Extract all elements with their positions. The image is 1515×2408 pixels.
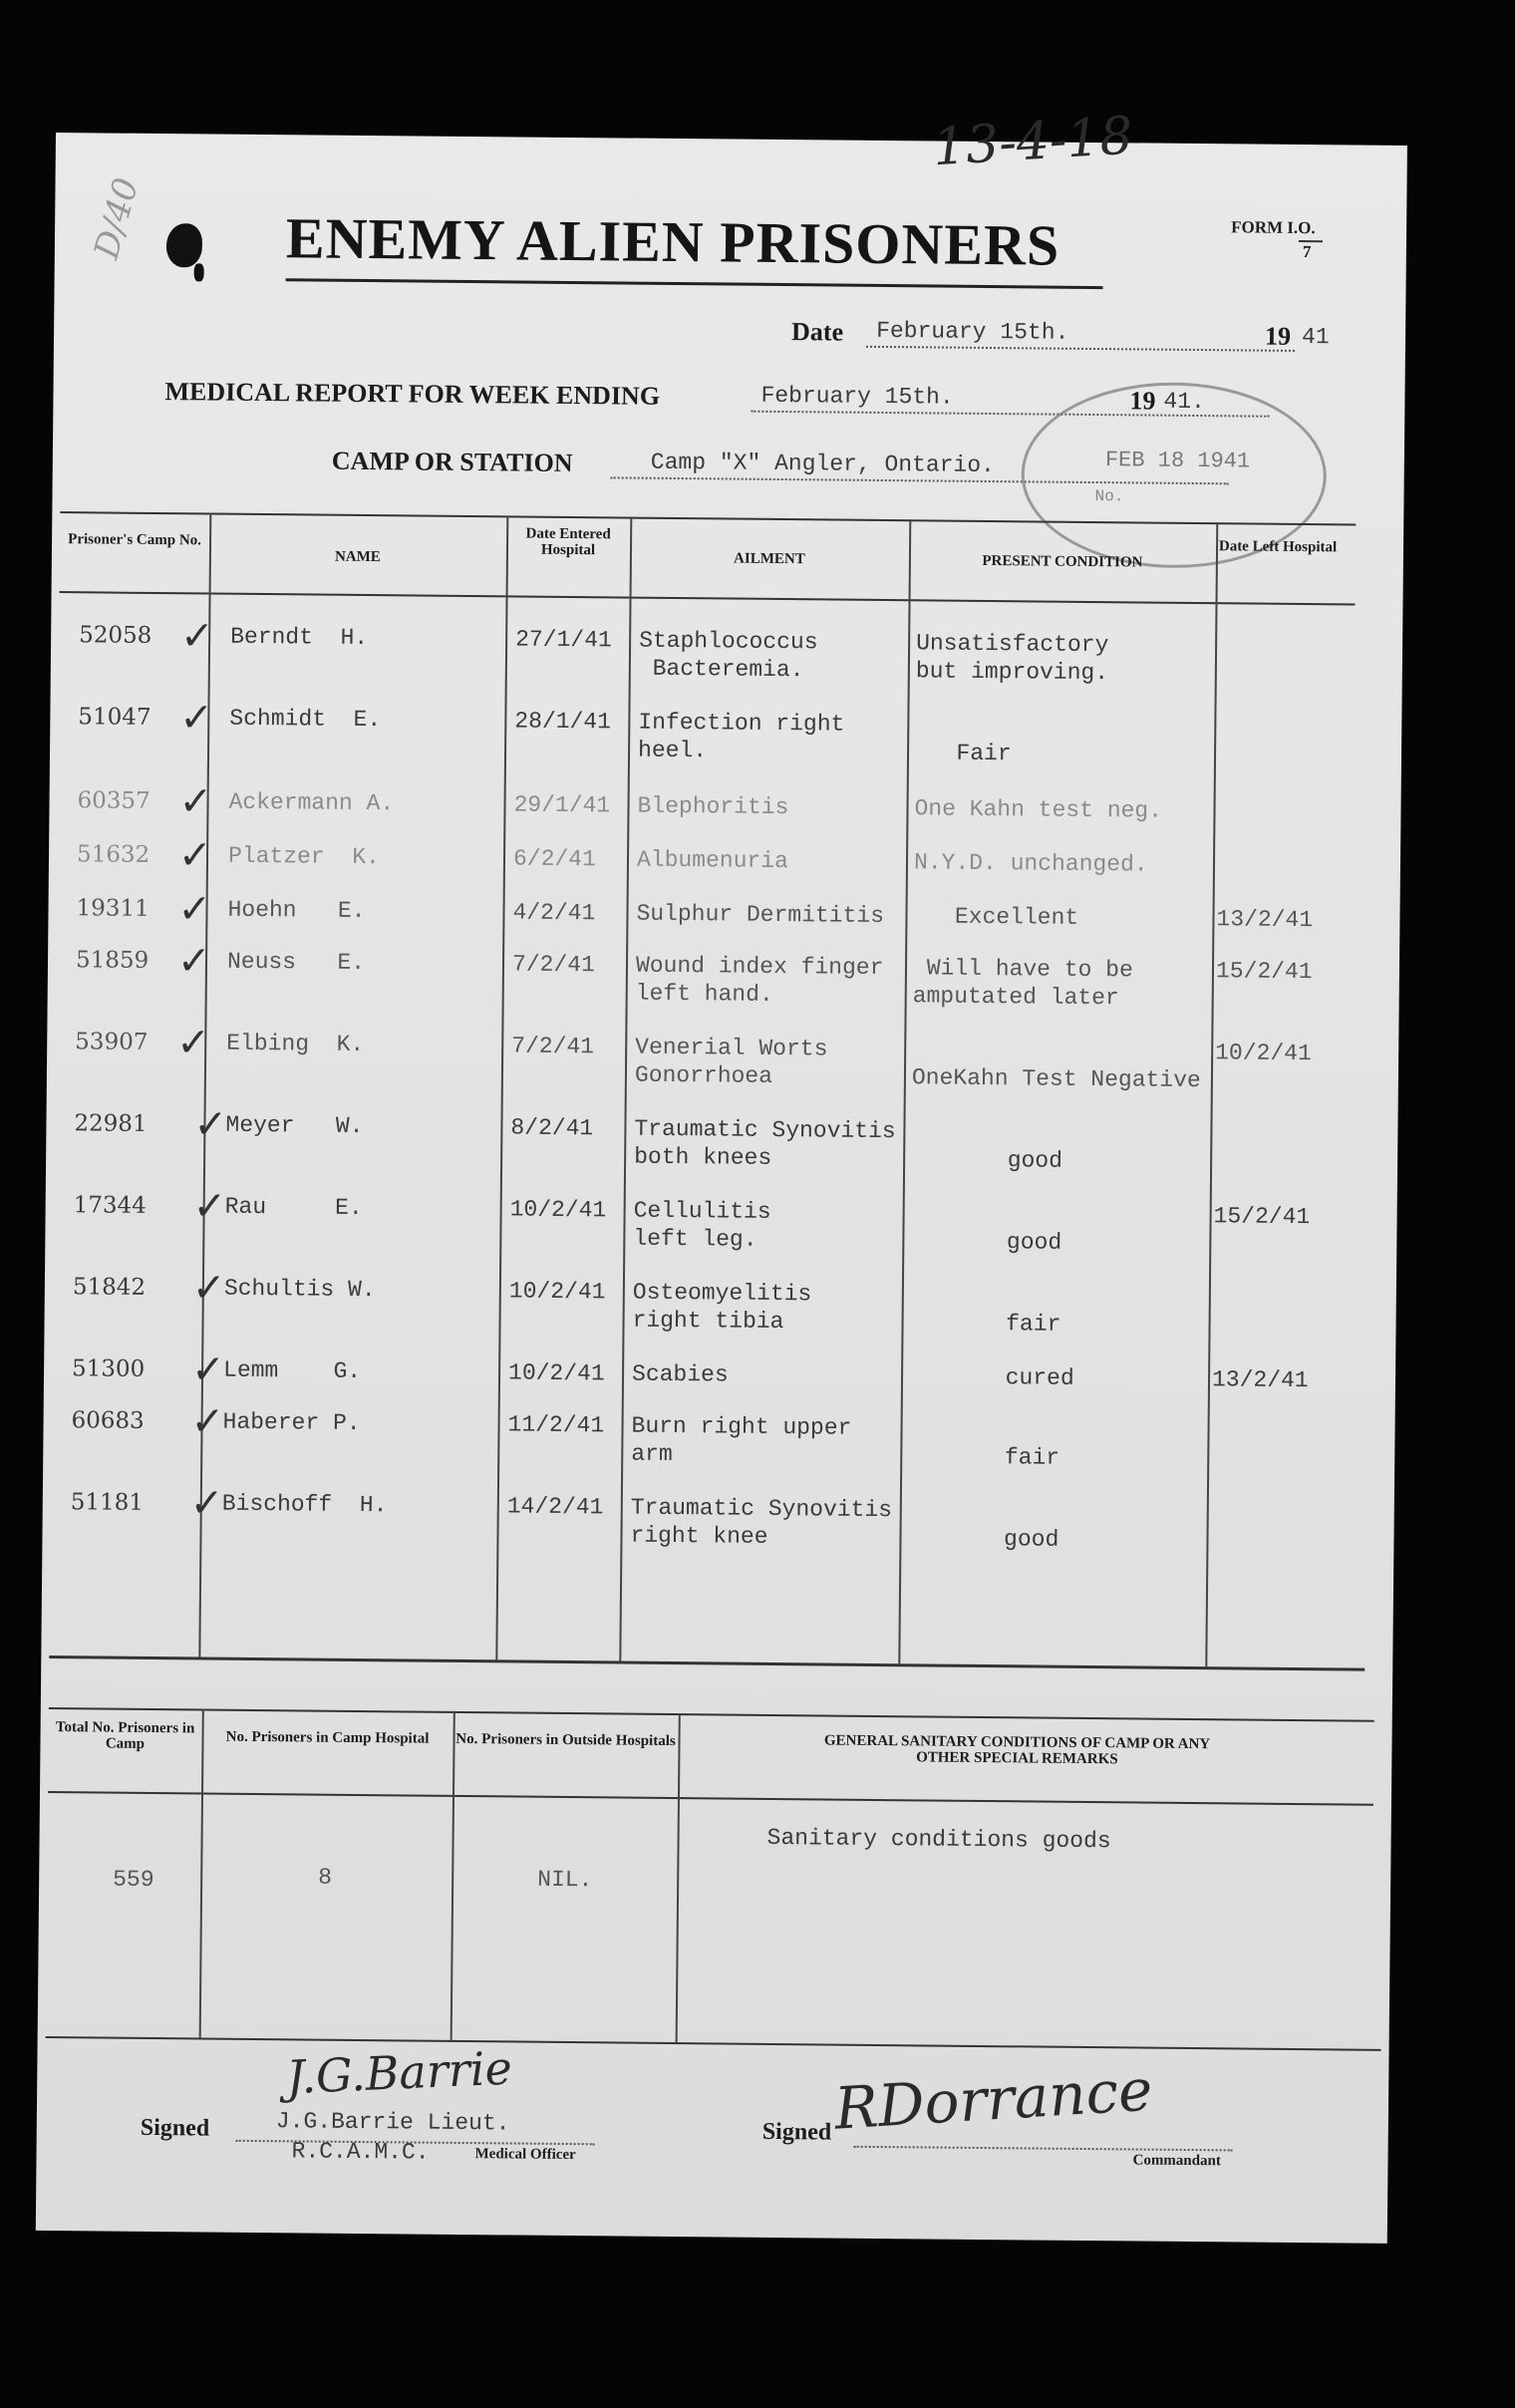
stamp-no-label: No.	[1094, 487, 1124, 506]
row-date-entered: 6/2/41	[512, 845, 596, 873]
row-ailment: Cellulitis left leg.	[633, 1197, 771, 1253]
camp-label: CAMP OR STATION	[331, 446, 573, 477]
row-camp-no: 22981	[74, 1110, 148, 1137]
commandant-signed-label: Signed	[761, 2118, 832, 2146]
row-date-entered: 4/2/41	[512, 899, 596, 927]
row-camp-no: 19311	[76, 895, 150, 922]
header-ailment: AILMENT	[734, 550, 805, 568]
row-camp-no: 51859	[75, 947, 150, 974]
table-bottom-rule	[49, 1656, 1364, 1671]
date-year: 41	[1301, 324, 1330, 351]
table-header-rule	[60, 591, 1356, 605]
row-ailment: Scabies	[631, 1360, 729, 1388]
summary-header-rule	[48, 1791, 1373, 1806]
row-condition: OneKahn Test Negative	[911, 1037, 1201, 1094]
summary-top-rule	[49, 1707, 1374, 1722]
row-date-left: 13/2/41	[1216, 906, 1314, 934]
checkmark-icon: ✓	[190, 1347, 225, 1392]
summary-camp-hospital-value: 8	[318, 1864, 333, 1891]
stamp-date: FEB 18 1941	[1104, 448, 1251, 474]
medical-officer-signature: J.G.Barrie	[285, 2040, 513, 2105]
row-name: Haberer P.	[222, 1408, 361, 1436]
week-ending-value: February 15th.	[760, 382, 954, 411]
checkmark-icon: ✓	[189, 1480, 224, 1526]
row-camp-no: 51842	[72, 1274, 147, 1301]
row-name: Elbing K.	[226, 1030, 365, 1058]
row-name: Neuss E.	[226, 948, 366, 977]
row-camp-no: 60357	[77, 787, 151, 814]
summary-remarks-value: Sanitary conditions goods	[766, 1824, 1111, 1855]
row-condition: One Kahn test neg.	[914, 795, 1163, 824]
row-date-entered: 10/2/41	[507, 1359, 605, 1387]
checkmark-icon: ✓	[176, 1020, 210, 1065]
checkmark-icon: ✓	[179, 613, 214, 659]
row-name: Platzer K.	[227, 842, 380, 871]
ink-drip-icon	[194, 263, 204, 281]
header-condition: PRESENT CONDITION	[982, 552, 1143, 571]
row-camp-no: 51632	[76, 841, 151, 868]
row-condition: fair	[908, 1415, 1060, 1471]
ink-blot-icon	[166, 223, 202, 267]
row-condition: cured	[908, 1363, 1074, 1391]
checkmark-icon: ✓	[179, 695, 214, 741]
row-ailment: Traumatic Synovitis right knee	[630, 1494, 893, 1550]
row-ailment: Burn right upper arm	[631, 1412, 852, 1467]
summary-header-total: Total No. Prisoners in Camp	[55, 1719, 195, 1752]
row-ailment: Traumatic Synovitis both knees	[634, 1115, 896, 1171]
checkmark-icon: ✓	[190, 1398, 225, 1444]
row-name: Schmidt E.	[229, 705, 382, 734]
summary-divider-2	[451, 1711, 455, 2040]
checkmark-icon: ✓	[177, 832, 212, 878]
row-camp-no: 60683	[71, 1407, 145, 1434]
row-date-entered: 28/1/41	[514, 708, 612, 736]
row-camp-no: 17344	[73, 1192, 147, 1219]
checkmark-icon: ✓	[178, 778, 213, 824]
row-date-entered: 10/2/41	[508, 1278, 606, 1306]
checkmark-icon: ✓	[176, 938, 211, 984]
form-label: FORM I.O.	[1231, 217, 1316, 238]
row-ailment: Wound index finger left hand.	[635, 952, 884, 1008]
row-date-entered: 10/2/41	[509, 1196, 607, 1224]
row-ailment: Venerial Worts Gonorrhoea	[634, 1034, 828, 1089]
medical-officer-name: J.G.Barrie Lieut.	[275, 2108, 510, 2137]
row-date-entered: 8/2/41	[510, 1114, 594, 1142]
col-divider-5	[1205, 522, 1218, 1666]
summary-header-outside: No. Prisoners in Outside Hospitals	[455, 1730, 676, 1750]
row-ailment: Staphlococcus Bacteremia.	[638, 627, 818, 684]
header-name: NAME	[334, 548, 381, 566]
row-camp-no: 51047	[78, 704, 152, 731]
row-name: Hoehn E.	[227, 896, 366, 925]
row-camp-no: 53907	[75, 1029, 149, 1055]
commandant-signature: RDorrance	[832, 2055, 1155, 2143]
row-camp-no: 52058	[79, 622, 152, 649]
row-date-entered: 27/1/41	[515, 626, 612, 654]
row-condition: good	[910, 1200, 1062, 1256]
week-ending-label: MEDICAL REPORT FOR WEEK ENDING	[164, 377, 661, 411]
row-condition: N.Y.D. unchanged.	[913, 849, 1148, 878]
date-label: Date	[790, 317, 844, 347]
row-condition: good	[907, 1497, 1060, 1553]
row-name: Meyer W.	[225, 1111, 364, 1140]
checkmark-icon: ✓	[177, 886, 212, 932]
row-name: Ackermann A.	[228, 788, 395, 817]
camp-value: Camp "X" Angler, Ontario.	[650, 449, 996, 479]
week-year-prefix: 19	[1129, 386, 1156, 416]
row-condition: Fair	[914, 712, 1012, 767]
row-camp-no: 51300	[71, 1355, 146, 1382]
row-camp-no: 51181	[70, 1489, 145, 1516]
title-underline	[286, 278, 1103, 289]
row-date-entered: 11/2/41	[507, 1411, 605, 1439]
margin-note: D/40	[86, 173, 148, 264]
row-name: Rau E.	[224, 1193, 363, 1222]
date-dotline	[866, 346, 1295, 352]
medical-officer-unit: R.C.A.M.C.	[291, 2138, 430, 2166]
summary-bottom-rule	[46, 2036, 1381, 2051]
week-year: 41.	[1163, 388, 1206, 416]
row-name: Berndt H.	[230, 623, 369, 652]
report-sheet	[36, 106, 1407, 2244]
row-date-entered: 14/2/41	[506, 1493, 604, 1521]
row-name: Bischoff H.	[221, 1490, 388, 1519]
header-date-entered: Date Entered Hospital	[525, 525, 611, 559]
row-date-left: 13/2/41	[1211, 1366, 1309, 1394]
summary-total-value: 559	[113, 1866, 154, 1894]
header-date-left: Date Left Hospital	[1218, 538, 1338, 556]
checkmark-icon: ✓	[191, 1265, 226, 1311]
form-number: 7	[1302, 242, 1312, 262]
row-ailment: Albumenuria	[636, 846, 788, 875]
row-date-left: 15/2/41	[1213, 1203, 1311, 1231]
row-date-left: 10/2/41	[1215, 1040, 1312, 1067]
col-divider-4	[898, 519, 911, 1663]
row-date-entered: 29/1/41	[513, 791, 611, 819]
summary-outside-value: NIL.	[537, 1866, 593, 1894]
medical-officer-role: Medical Officer	[474, 2146, 576, 2164]
commandant-role: Commandant	[1132, 2152, 1221, 2170]
header-camp-no: Prisoner's Camp No.	[68, 531, 202, 549]
summary-divider-1	[199, 1708, 204, 2037]
row-date-left: 15/2/41	[1215, 958, 1313, 986]
row-ailment: Osteomyelitis right tibia	[632, 1279, 812, 1336]
row-condition: Excellent	[913, 903, 1079, 931]
row-date-entered: 7/2/41	[511, 1033, 595, 1060]
form-number-rule	[1299, 240, 1323, 242]
row-name: Lemm G.	[222, 1356, 362, 1384]
col-divider-3	[619, 517, 632, 1661]
medical-signed-label: Signed	[140, 2114, 210, 2142]
col-divider-2	[495, 515, 508, 1659]
checkmark-icon: ✓	[192, 1183, 227, 1229]
row-ailment: Sulphur Dermititis	[636, 900, 885, 930]
row-ailment: Blephoritis	[637, 792, 789, 821]
commandant-sign-dotline	[854, 2146, 1233, 2152]
row-ailment: Infection right heel.	[637, 709, 845, 764]
row-name: Schultis W.	[223, 1275, 376, 1304]
checkmark-icon: ✓	[193, 1101, 228, 1147]
summary-header-remarks: GENERAL SANITARY CONDITIONS OF CAMP OR ANY OTHER SPECIAL REMARKS	[823, 1732, 1211, 1768]
page-title: ENEMY ALIEN PRISONERS	[285, 205, 1060, 278]
handwritten-reference: 13-4-18	[931, 106, 1135, 178]
row-condition: Will have to be amputated later	[912, 955, 1133, 1012]
date-year-prefix: 19	[1264, 321, 1292, 351]
row-date-entered: 7/2/41	[511, 951, 595, 979]
row-condition: fair	[909, 1282, 1061, 1338]
summary-header-camp-hospital: No. Prisoners in Camp Hospital	[225, 1728, 430, 1747]
summary-divider-3	[676, 1713, 681, 2042]
date-value: February 15th.	[876, 317, 1069, 346]
row-condition: Unsatisfactory but improving.	[915, 630, 1109, 687]
row-condition: good	[911, 1118, 1063, 1174]
